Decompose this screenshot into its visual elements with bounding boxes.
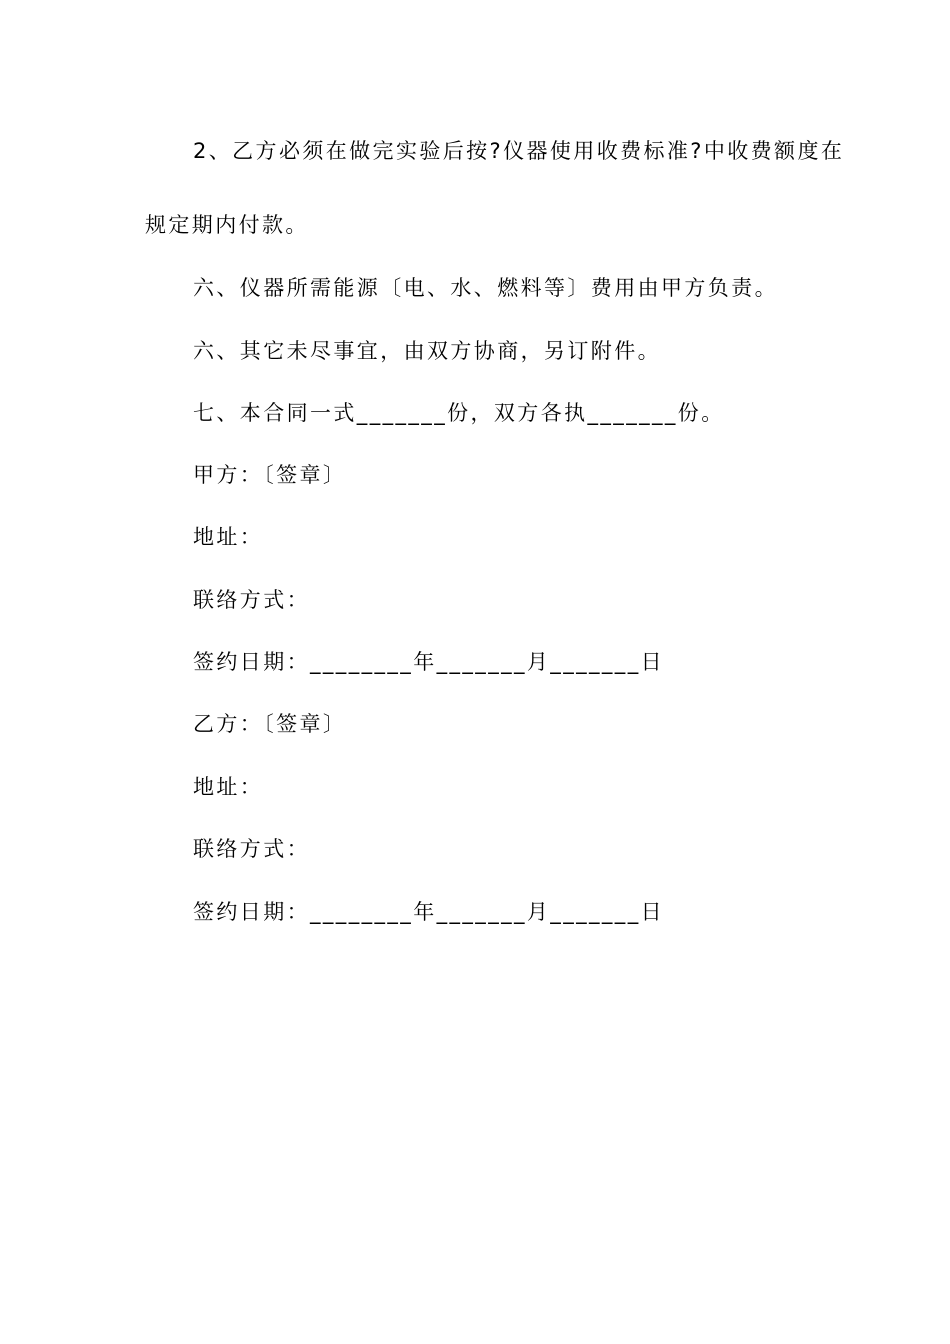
party-a-sign-date: 签约日期：________年_______月_______日: [193, 650, 664, 674]
clause-2-line-2: 规定期内付款。: [145, 213, 309, 237]
clause-2-line-1: 2、乙方必须在做完实验后按?仪器使用收费标准?中收费额度在: [193, 139, 845, 163]
party-a-address: 地址：: [193, 525, 264, 549]
clause-6-energy: 六、仪器所需能源〔电、水、燃料等〕费用由甲方负责。: [193, 276, 778, 300]
party-b-sign-date: 签约日期：________年_______月_______日: [193, 900, 664, 924]
party-b-address: 地址：: [193, 775, 264, 799]
party-a-contact: 联络方式：: [193, 588, 310, 612]
clause-7-copies: 七、本合同一式_______份，双方各执_______份。: [193, 401, 725, 425]
clause-6-other: 六、其它未尽事宜，由双方协商，另订附件。: [193, 339, 661, 363]
party-b-contact: 联络方式：: [193, 837, 310, 861]
party-b-signature-label: 乙方：〔签章〕: [193, 712, 347, 736]
party-a-signature-label: 甲方：〔签章〕: [193, 463, 347, 487]
